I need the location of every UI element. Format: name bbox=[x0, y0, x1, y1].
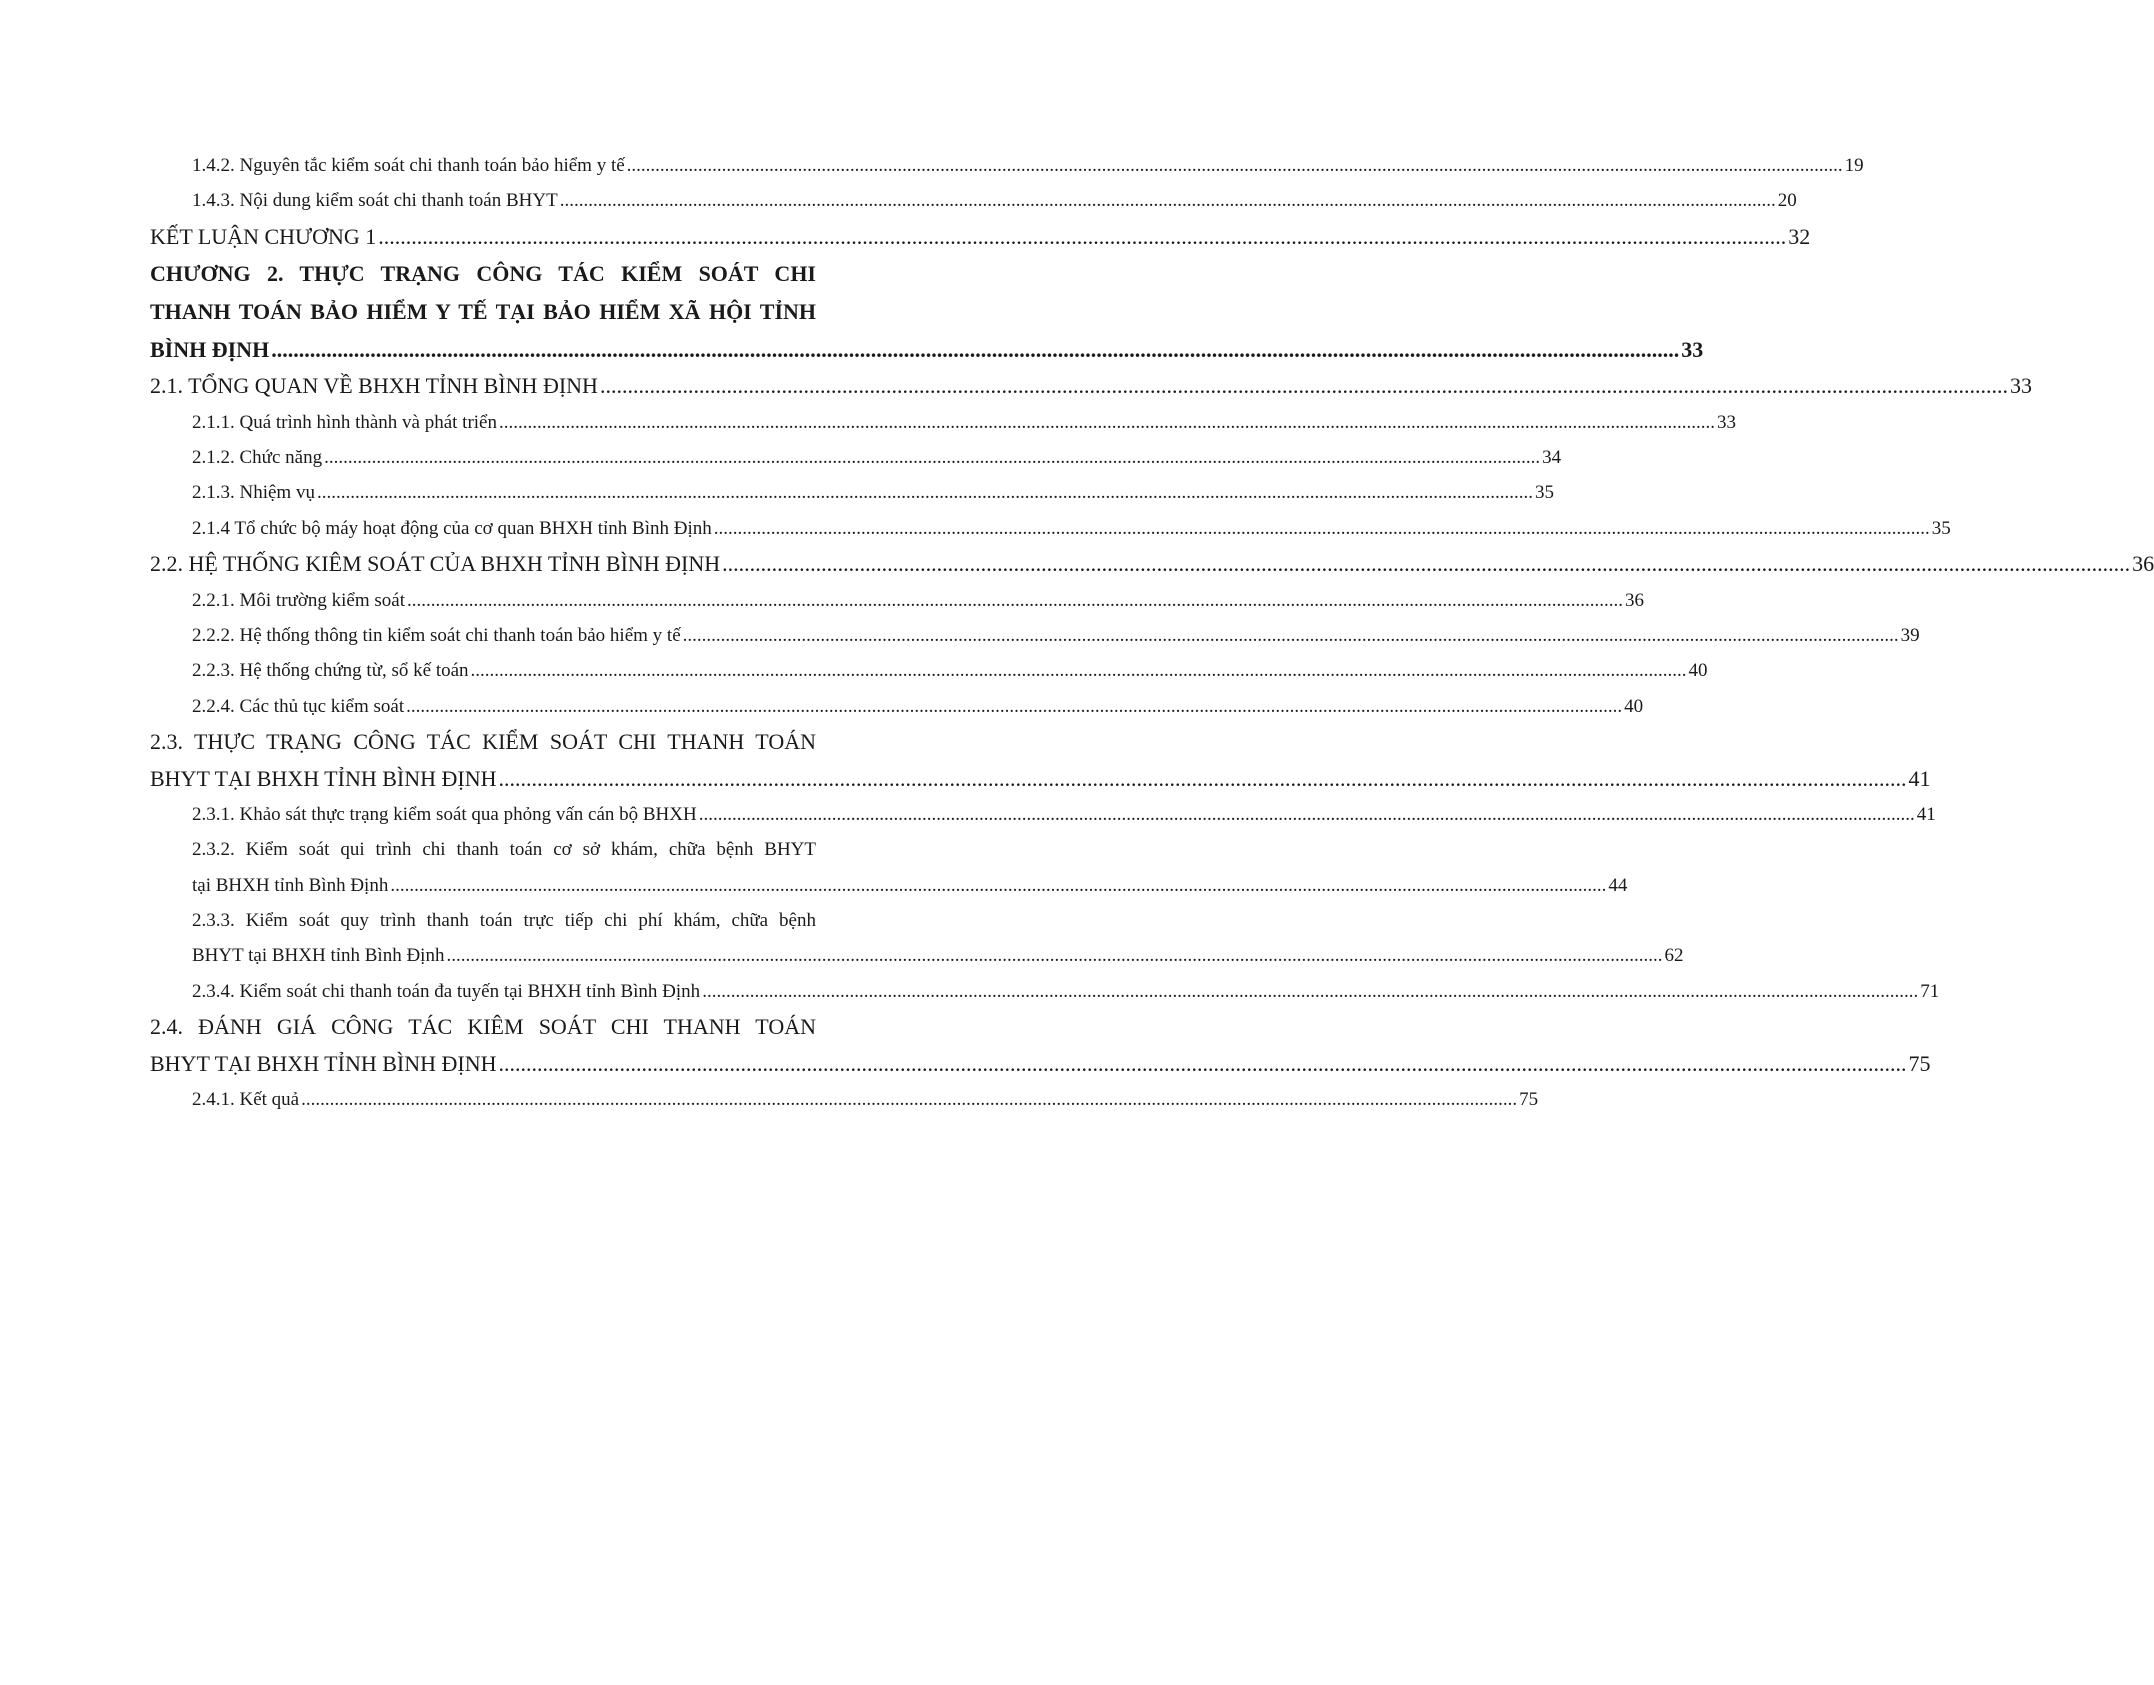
toc-page-number: 33 bbox=[1681, 336, 1704, 362]
toc-entry-line-2 bbox=[150, 1046, 1931, 1082]
toc-entry-chuong-2 bbox=[150, 255, 1704, 368]
toc-entry-line-1: 2.3. THỰC TRẠNG CÔNG TÁC KIỂM SOÁT CHI THANH TOÁN bbox=[150, 729, 816, 755]
toc-entry-line-2 bbox=[150, 761, 1931, 797]
toc-leader-dots bbox=[699, 797, 1915, 832]
toc-leader-dots bbox=[406, 689, 1622, 724]
toc-entry-2-1-4 bbox=[150, 511, 1951, 546]
toc-leader-dots bbox=[390, 868, 1606, 903]
toc-entry-title: BÌNH ĐỊNH bbox=[150, 336, 270, 362]
toc-entry-1-4-3 bbox=[150, 183, 1797, 218]
toc-page-number: 34 bbox=[1542, 447, 1562, 469]
toc-page-number: 40 bbox=[1624, 695, 1644, 717]
toc-leader-dots bbox=[722, 546, 2130, 582]
toc-leader-dots bbox=[499, 1046, 1907, 1082]
toc-leader-dots bbox=[446, 938, 1662, 973]
toc-leader-dots bbox=[301, 1082, 1517, 1117]
toc-leader-dots bbox=[600, 368, 2008, 404]
toc-entry-title: KẾT LUẬN CHƯƠNG 1 bbox=[150, 223, 377, 249]
toc-entry-title: 2.2.1. Môi trường kiểm soát bbox=[192, 589, 405, 611]
toc-entry-2-1-1 bbox=[150, 405, 1736, 440]
toc-entry-title: 2.2. HỆ THỐNG KIÊM SOÁT CỦA BHXH TỈNH BÌNH ĐỊNH bbox=[150, 551, 721, 577]
toc-leader-dots bbox=[714, 511, 1930, 546]
toc-entry-2-3-2 bbox=[150, 832, 1628, 903]
toc-entry-title: 1.4.2. Nguyên tắc kiểm soát chi thanh toán bảo hiểm y tế bbox=[192, 155, 625, 176]
toc-page-number: 20 bbox=[1777, 190, 1797, 212]
toc-leader-dots bbox=[499, 405, 1715, 440]
toc-entry-title: 2.4.1. Kết quả bbox=[192, 1089, 300, 1111]
toc-entry-2-2-1 bbox=[150, 583, 1644, 618]
toc-leader-dots bbox=[271, 331, 1679, 369]
toc-page-number: 39 bbox=[1900, 624, 1920, 646]
toc-entry-title: 2.2.4. Các thủ tục kiểm soát bbox=[192, 695, 405, 717]
toc-leader-dots bbox=[407, 583, 1623, 618]
toc-leader-dots bbox=[324, 440, 1540, 475]
toc-page-number: 32 bbox=[1788, 223, 1811, 249]
toc-page-number: 75 bbox=[1908, 1050, 1931, 1076]
toc-page-number: 40 bbox=[1688, 660, 1708, 682]
toc-entry-2-4 bbox=[150, 1009, 1931, 1082]
toc-entry-2-3-1 bbox=[150, 797, 1936, 832]
toc-page-number: 36 bbox=[2132, 551, 2154, 577]
toc-page-number: 19 bbox=[1844, 155, 1864, 176]
toc-entry-line-1: 2.3.2. Kiểm soát qui trình chi thanh toán cơ sở khám, chữa bệnh BHYT bbox=[192, 839, 816, 861]
toc-page-number: 41 bbox=[1908, 765, 1931, 791]
toc-entry-title: 2.1.2. Chức năng bbox=[192, 447, 323, 469]
toc-entry-title: tại BHXH tỉnh Bình Định bbox=[192, 874, 389, 896]
table-of-contents bbox=[150, 148, 2154, 1117]
toc-leader-dots bbox=[378, 219, 1786, 255]
toc-leader-dots bbox=[560, 183, 1776, 218]
toc-leader-dots bbox=[683, 618, 1899, 653]
toc-entry-line-2 bbox=[150, 868, 1628, 903]
toc-entry-title: 2.2.2. Hệ thống thông tin kiểm soát chi thanh toán bảo hiểm y tế bbox=[192, 624, 681, 646]
toc-entry-2-4-1 bbox=[150, 1082, 1539, 1117]
toc-entry-title: 2.1.3. Nhiệm vụ bbox=[192, 482, 315, 504]
toc-leader-dots bbox=[471, 653, 1687, 688]
toc-entry-title: 1.4.3. Nội dung kiểm soát chi thanh toán BHYT bbox=[192, 190, 558, 212]
toc-entry-title: 2.3.1. Khảo sát thực trạng kiểm soát qua phỏng vấn cán bộ BHXH bbox=[192, 803, 697, 825]
toc-leader-dots bbox=[317, 475, 1533, 510]
toc-entry-2-2-2 bbox=[150, 618, 1920, 653]
toc-entry-2-2-4 bbox=[150, 689, 1644, 724]
toc-page-number: 71 bbox=[1920, 980, 1940, 1002]
toc-entry-line-1: 2.3.3. Kiểm soát quy trình thanh toán trực tiếp chi phí khám, chữa bệnh bbox=[192, 910, 816, 932]
toc-entry-title: 2.1. TỔNG QUAN VỀ BHXH TỈNH BÌNH ĐỊNH bbox=[150, 373, 598, 399]
toc-entry-title: BHYT TẠI BHXH TỈNH BÌNH ĐỊNH bbox=[150, 1050, 497, 1076]
toc-entry-2-1-3 bbox=[150, 475, 1554, 510]
toc-entry-title: 2.1.4 Tổ chức bộ máy hoạt động của cơ quan BHXH tỉnh Bình Định bbox=[192, 517, 712, 539]
toc-entry-ket-luan-chuong-1 bbox=[150, 219, 1811, 255]
toc-entry-title: 2.1.1. Quá trình hình thành và phát triển bbox=[192, 411, 497, 433]
toc-entry-title: 2.3.4. Kiểm soát chi thanh toán đa tuyến tại BHXH tỉnh Bình Định bbox=[192, 980, 701, 1002]
toc-entry-2-1 bbox=[150, 368, 2032, 404]
toc-page-number: 41 bbox=[1916, 803, 1936, 825]
toc-entry-title: BHYT TẠI BHXH TỈNH BÌNH ĐỊNH bbox=[150, 765, 497, 791]
toc-page-number: 36 bbox=[1624, 589, 1644, 611]
toc-chapter-line-1: CHƯƠNG 2. THỰC TRẠNG CÔNG TÁC KIỂM SOÁT CHI bbox=[150, 261, 816, 287]
toc-entry-title: BHYT tại BHXH tỉnh Bình Định bbox=[192, 945, 445, 967]
toc-page-number: 35 bbox=[1931, 517, 1951, 539]
toc-page-number: 75 bbox=[1519, 1089, 1539, 1111]
toc-entry-2-2-3 bbox=[150, 653, 1708, 688]
toc-page-number: 35 bbox=[1534, 482, 1554, 504]
toc-entry-2-3-4 bbox=[150, 974, 1940, 1009]
toc-leader-dots bbox=[702, 974, 1918, 1009]
toc-entry-1-4-2 bbox=[150, 148, 1864, 183]
toc-page-number: 33 bbox=[1717, 411, 1736, 433]
toc-entry-title: 2.2.3. Hệ thống chứng từ, sổ kế toán bbox=[192, 660, 469, 682]
toc-page-number: 62 bbox=[1664, 945, 1684, 967]
toc-page-number: 44 bbox=[1608, 874, 1628, 896]
toc-chapter-line-3 bbox=[150, 331, 1704, 369]
toc-entry-line-2 bbox=[150, 938, 1684, 973]
toc-chapter-line-2: THANH TOÁN BẢO HIỂM Y TẾ TẠI BẢO HIỂM XÃ HỘI TỈNH bbox=[150, 298, 816, 324]
toc-page-number: 33 bbox=[2009, 373, 2032, 399]
toc-leader-dots bbox=[499, 761, 1907, 797]
toc-entry-2-3-3 bbox=[150, 903, 1684, 974]
toc-entry-2-1-2 bbox=[150, 440, 1562, 475]
toc-leader-dots bbox=[627, 148, 1843, 183]
toc-entry-2-3 bbox=[150, 724, 1931, 797]
toc-entry-2-2 bbox=[150, 546, 2154, 582]
toc-entry-line-1: 2.4. ĐÁNH GIÁ CÔNG TÁC KIÊM SOÁT CHI THANH TOÁN bbox=[150, 1014, 816, 1040]
